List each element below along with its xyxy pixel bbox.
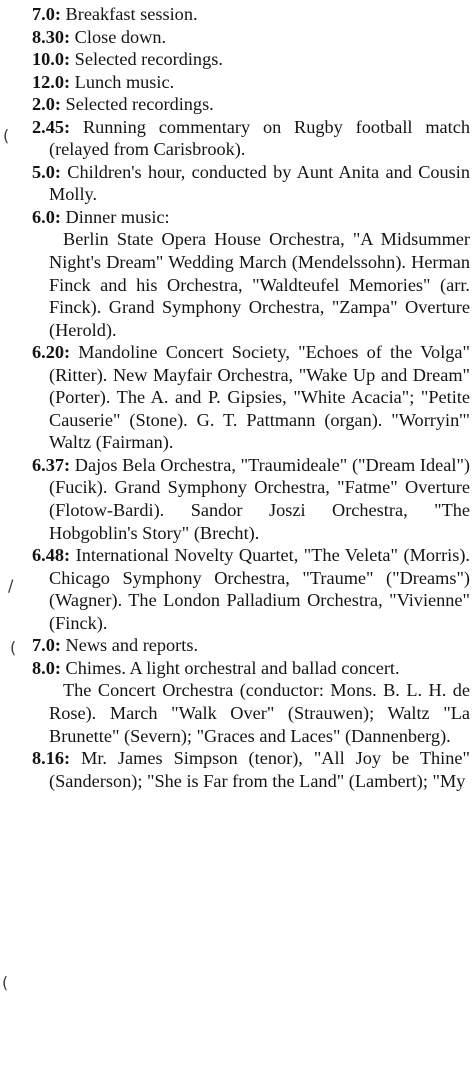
entry-detail: The Concert Orchestra (conductor: Mons. B. L. H. de Rose). March "Walk Over" (Strauwen); Waltz "La Brunette" (Severn); "Graces and Laces" (Dannenberg). xyxy=(49,680,470,746)
programme-entry xyxy=(32,206,470,229)
entry-time: 12.0: xyxy=(32,71,71,92)
entry-text: Running commentary on Rugby football match (relayed from Carisbrook). xyxy=(49,116,471,160)
entry-text: Lunch music. xyxy=(74,71,175,92)
entry-time: 6.48: xyxy=(32,545,71,566)
programme-entry xyxy=(32,93,470,116)
programme-entry xyxy=(32,634,470,657)
programme-entry xyxy=(32,544,470,634)
entry-time: 7.0: xyxy=(32,635,61,656)
entry-detail: Berlin State Opera House Orchestra, "A Midsummer Night's Dream" Wedding March (Mendelssohn). Herman Finck and his Orchestra, "Waldteufel Memories" (arr. Finck). Grand Symphony Orchestra, "Zampa" Overture (Herold). xyxy=(49,229,470,340)
entry-time: 8.16: xyxy=(32,748,71,769)
programme-entry xyxy=(32,48,470,71)
programme-entry xyxy=(32,116,470,161)
entry-text: Children's hour, conducted by Aunt Anita and Cousin Molly. xyxy=(49,161,470,205)
programme-entry xyxy=(32,657,470,680)
entry-time: 8.30: xyxy=(32,26,71,47)
entry-text: Breakfast session. xyxy=(65,4,198,24)
entry-text: News and reports. xyxy=(65,635,199,656)
programme-entry xyxy=(32,71,470,94)
entry-text: Dajos Bela Orchestra, "Traumideale" ("Dream Ideal") (Fucik). Grand Symphony Orchestra, "Fatme" Overture (Flotow-Bardi). Sandor Joszi Orchestra, "The Hobgoblin's Story" (Brecht). xyxy=(49,454,470,543)
entry-text: Selected recordings. xyxy=(74,49,223,70)
programme-entry xyxy=(32,26,470,49)
entry-time: 6.20: xyxy=(32,342,71,363)
entry-time: 2.45: xyxy=(32,116,71,137)
programme-entry xyxy=(32,3,470,26)
entry-time: 6.0: xyxy=(32,206,61,227)
entry-text: Selected recordings. xyxy=(65,94,214,115)
margin-mark-bracket: ( xyxy=(2,973,9,992)
entry-text: Dinner music: xyxy=(65,206,170,227)
entry-text: Mandoline Concert Society, "Echoes of the Volga" (Ritter). New Mayfair Orchestra, "Wake Up and Dream" (Porter). The A. and P. Gipsies, "White Acacia"; "Petite Causerie" (Stone). G. T. Pattmann (organ). "Worryin'" Waltz (Fairman). xyxy=(49,342,470,453)
entry-text: Mr. James Simpson (tenor), "All Joy be Thine" (Sanderson); "She is Far from the Land" (Lambert); "My xyxy=(49,748,470,791)
programme-entry xyxy=(32,161,470,206)
entry-text: International Novelty Quartet, "The Veleta" (Morris). Chicago Symphony Orchestra, "Traume" ("Dreams") (Wagner). The London Palladium Orchestra, "Vivienne" (Finck). xyxy=(49,545,471,633)
entry-time: 6.37: xyxy=(32,454,71,475)
programme-entry xyxy=(32,341,470,454)
margin-mark-bracket: ( xyxy=(3,126,10,145)
radio-programme-column xyxy=(32,3,470,792)
entry-time: 2.0: xyxy=(32,94,61,115)
margin-mark-bracket: ( xyxy=(10,638,17,657)
entry-time: 5.0: xyxy=(32,161,61,182)
entry-time: 8.0: xyxy=(32,657,61,678)
entry-text: Close down. xyxy=(74,26,167,47)
programme-entry xyxy=(32,454,470,544)
entry-time: 7.0: xyxy=(32,4,61,24)
margin-mark-bracket: / xyxy=(8,576,14,595)
entry-time: 10.0: xyxy=(32,49,71,70)
programme-entry xyxy=(32,747,470,792)
entry-text: Chimes. A light orchestral and ballad concert. xyxy=(65,657,400,678)
